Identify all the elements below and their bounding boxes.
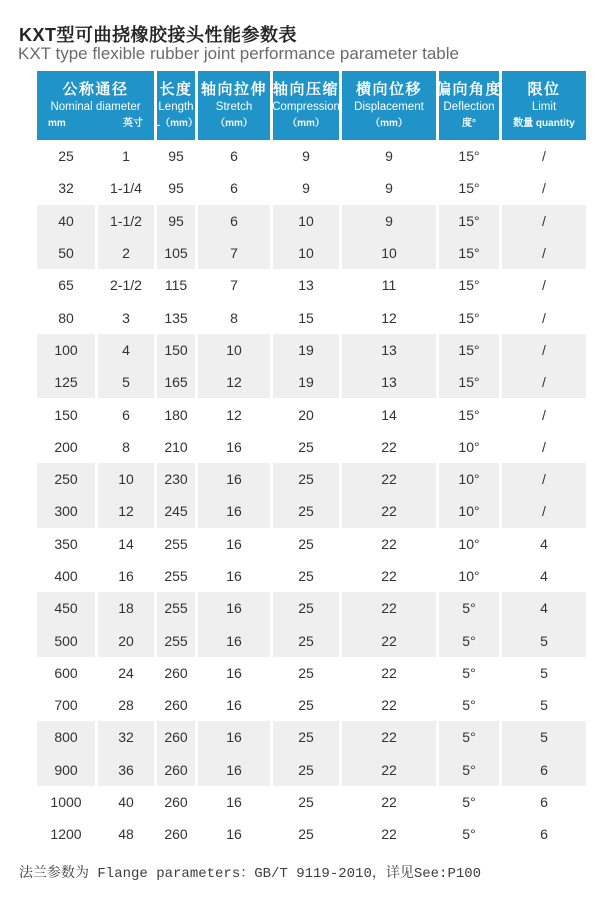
table-cell: 4 <box>502 528 586 560</box>
table-cell: 16 <box>198 721 270 753</box>
table-row <box>37 624 587 656</box>
table-cell: 260 <box>157 689 195 721</box>
table-cell: 5 <box>502 657 586 689</box>
table-cell: 260 <box>157 754 195 786</box>
table-cell: 22 <box>342 560 436 592</box>
table-cell: 19 <box>273 334 339 366</box>
header-zh: 限位 <box>527 81 561 99</box>
table-row <box>37 560 587 592</box>
table-cell: 3 <box>98 301 154 333</box>
header-zh: 轴向压缩 <box>273 81 340 99</box>
table-row <box>37 301 587 333</box>
table-cell: 25 <box>273 463 339 495</box>
table-cell: 100 <box>37 334 95 366</box>
table-row <box>37 592 587 624</box>
table-cell: 14 <box>342 398 436 430</box>
table-cell: 16 <box>198 592 270 624</box>
table-cell: 40 <box>98 786 154 818</box>
table-cell: 1-1/2 <box>98 205 154 237</box>
header-cell-deflection <box>436 71 503 140</box>
table-cell: 5° <box>439 818 499 850</box>
table-cell: 10 <box>273 205 339 237</box>
table-row <box>37 172 587 204</box>
header-unit: 数量 quantity <box>513 117 575 129</box>
table-cell: / <box>502 431 586 463</box>
table-cell: / <box>502 463 586 495</box>
table-cell: 260 <box>157 786 195 818</box>
header-zh: 轴向拉伸 <box>200 81 267 99</box>
table-row <box>37 495 587 527</box>
table-cell: 400 <box>37 560 95 592</box>
table-row <box>37 689 587 721</box>
table-cell: 14 <box>98 528 154 560</box>
table-cell: 22 <box>342 754 436 786</box>
header-zh: 公称通径 <box>62 81 129 99</box>
table-cell: 15° <box>439 140 499 172</box>
table-cell: 25 <box>273 818 339 850</box>
table-cell: 16 <box>198 818 270 850</box>
table-row <box>37 205 587 237</box>
table-cell: 10 <box>273 237 339 269</box>
table-cell: 10 <box>98 463 154 495</box>
table-row <box>37 657 587 689</box>
table-row <box>37 366 587 398</box>
table-cell: 4 <box>98 334 154 366</box>
table-cell: 16 <box>198 657 270 689</box>
table-cell: 6 <box>198 172 270 204</box>
table-cell: 9 <box>342 140 436 172</box>
table-cell: 105 <box>157 237 195 269</box>
table-cell: / <box>502 301 586 333</box>
table-cell: 25 <box>273 624 339 656</box>
table-cell: 16 <box>198 786 270 818</box>
table-cell: 15° <box>439 172 499 204</box>
table-cell: 10 <box>198 334 270 366</box>
table-row <box>37 528 587 560</box>
table-cell: 15° <box>439 237 499 269</box>
table-cell: 2-1/2 <box>98 269 154 301</box>
table-cell: 5° <box>439 786 499 818</box>
table-cell: / <box>502 495 586 527</box>
header-en: Stretch <box>215 101 253 114</box>
table-cell: 16 <box>198 624 270 656</box>
table-cell: 15° <box>439 334 499 366</box>
table-cell: 25 <box>37 140 95 172</box>
table-cell: 250 <box>37 463 95 495</box>
table-cell: 5° <box>439 689 499 721</box>
table-cell: 210 <box>157 431 195 463</box>
table-cell: / <box>502 172 586 204</box>
table-cell: 22 <box>342 689 436 721</box>
table-cell: 800 <box>37 721 95 753</box>
header-zh: 长度 <box>159 81 193 99</box>
table-cell: 25 <box>273 786 339 818</box>
table-cell: 10° <box>439 495 499 527</box>
table-row <box>37 754 587 786</box>
table-cell: 5° <box>439 592 499 624</box>
header-en: Limit <box>531 101 557 114</box>
table-cell: 13 <box>273 269 339 301</box>
header-unit: L（mm） <box>154 117 198 129</box>
table-cell: 22 <box>342 463 436 495</box>
table-cell: 19 <box>273 366 339 398</box>
table-cell: 12 <box>342 301 436 333</box>
table-cell: 135 <box>157 301 195 333</box>
header-cell-length <box>154 71 198 140</box>
table-cell: 15° <box>439 269 499 301</box>
table-cell: 255 <box>157 592 195 624</box>
table-cell: 260 <box>157 721 195 753</box>
table-cell: 5° <box>439 721 499 753</box>
table-cell: 25 <box>273 657 339 689</box>
table-cell: 12 <box>198 398 270 430</box>
header-unit-inch: 英寸 <box>123 117 143 129</box>
table-cell: 10° <box>439 431 499 463</box>
header-cell-limit <box>502 71 586 140</box>
table-cell: 10° <box>439 463 499 495</box>
table-cell: 18 <box>98 592 154 624</box>
table-cell: 350 <box>37 528 95 560</box>
table-cell: 5° <box>439 624 499 656</box>
table-cell: 16 <box>198 463 270 495</box>
header-en: Deflection <box>443 101 495 114</box>
table-cell: 13 <box>342 366 436 398</box>
table-cell: 25 <box>273 592 339 624</box>
table-cell: 25 <box>273 721 339 753</box>
table-cell: 150 <box>37 398 95 430</box>
parameters-table <box>37 71 587 851</box>
table-cell: 600 <box>37 657 95 689</box>
table-cell: 16 <box>198 495 270 527</box>
table-cell: 5 <box>98 366 154 398</box>
table-cell: 165 <box>157 366 195 398</box>
table-cell: 6 <box>198 205 270 237</box>
table-cell: 2 <box>98 237 154 269</box>
table-cell: 15° <box>439 301 499 333</box>
table-cell: 11 <box>342 269 436 301</box>
table-cell: 40 <box>37 205 95 237</box>
table-cell: 1000 <box>37 786 95 818</box>
table-cell: 255 <box>157 528 195 560</box>
table-cell: 22 <box>342 495 436 527</box>
table-cell: 5 <box>502 721 586 753</box>
table-cell: 4 <box>502 560 586 592</box>
table-cell: 6 <box>502 786 586 818</box>
table-cell: 4 <box>502 592 586 624</box>
page-subtitle: KXT type flexible rubber joint performance parameter table <box>18 44 459 63</box>
table-cell: 22 <box>342 818 436 850</box>
table-row <box>37 431 587 463</box>
table-cell: 180 <box>157 398 195 430</box>
table-cell: / <box>502 205 586 237</box>
table-cell: 95 <box>157 140 195 172</box>
table-cell: 1200 <box>37 818 95 850</box>
table-cell: 15° <box>439 366 499 398</box>
header-unit: （mm） <box>215 117 253 129</box>
table-cell: 25 <box>273 754 339 786</box>
table-cell: 15 <box>273 301 339 333</box>
table-cell: 22 <box>342 624 436 656</box>
table-cell: 65 <box>37 269 95 301</box>
table-row <box>37 721 587 753</box>
header-cell-compression <box>273 71 339 140</box>
table-cell: 8 <box>98 431 154 463</box>
table-cell: 260 <box>157 657 195 689</box>
table-cell: 5° <box>439 754 499 786</box>
table-cell: 255 <box>157 560 195 592</box>
header-unit: （mm） <box>287 117 325 129</box>
header-en: Nominal diameter <box>50 101 141 114</box>
table-cell: 9 <box>273 140 339 172</box>
table-row <box>37 269 587 301</box>
table-cell: / <box>502 398 586 430</box>
header-cell-nominal-diameter <box>37 71 154 140</box>
table-cell: 22 <box>342 592 436 624</box>
table-row <box>37 140 587 172</box>
table-cell: 700 <box>37 689 95 721</box>
table-row <box>37 237 587 269</box>
table-cell: 12 <box>98 495 154 527</box>
header-en: Length <box>158 101 194 114</box>
table-cell: 260 <box>157 818 195 850</box>
table-cell: 10° <box>439 560 499 592</box>
table-cell: 115 <box>157 269 195 301</box>
table-cell: 8 <box>198 301 270 333</box>
table-cell: 22 <box>342 528 436 560</box>
header-unit-mm: mm <box>48 117 66 129</box>
table-cell: 1 <box>98 140 154 172</box>
table-cell: 6 <box>198 140 270 172</box>
table-row <box>37 398 587 430</box>
table-cell: 10 <box>342 237 436 269</box>
table-cell: 25 <box>273 689 339 721</box>
header-unit: 度° <box>462 117 476 129</box>
table-cell: 95 <box>157 205 195 237</box>
table-cell: 6 <box>502 754 586 786</box>
table-cell: 50 <box>37 237 95 269</box>
table-cell: 1-1/4 <box>98 172 154 204</box>
table-row <box>37 818 587 850</box>
header-cell-displacement <box>342 71 436 140</box>
table-cell: 25 <box>273 560 339 592</box>
table-cell: 5 <box>502 624 586 656</box>
table-cell: 48 <box>98 818 154 850</box>
header-zh: 横向位移 <box>355 81 422 99</box>
table-cell: 7 <box>198 237 270 269</box>
table-cell: 6 <box>502 818 586 850</box>
table-cell: 25 <box>273 495 339 527</box>
table-cell: 16 <box>98 560 154 592</box>
table-cell: / <box>502 334 586 366</box>
table-body <box>37 140 587 851</box>
table-cell: 245 <box>157 495 195 527</box>
table-cell: 12 <box>198 366 270 398</box>
table-cell: 7 <box>198 269 270 301</box>
table-cell: 230 <box>157 463 195 495</box>
table-cell: 5 <box>502 689 586 721</box>
table-cell: 15° <box>439 398 499 430</box>
table-cell: 22 <box>342 786 436 818</box>
table-cell: / <box>502 269 586 301</box>
header-units <box>37 119 154 129</box>
table-cell: / <box>502 140 586 172</box>
table-cell: 22 <box>342 431 436 463</box>
table-cell: 25 <box>273 431 339 463</box>
table-header-row <box>37 71 587 140</box>
table-cell: 25 <box>273 528 339 560</box>
table-row <box>37 334 587 366</box>
table-cell: 16 <box>198 689 270 721</box>
table-cell: 500 <box>37 624 95 656</box>
header-cell-stretch <box>198 71 270 140</box>
table-cell: 24 <box>98 657 154 689</box>
table-cell: 300 <box>37 495 95 527</box>
table-cell: 9 <box>342 172 436 204</box>
header-unit: （mm） <box>370 117 408 129</box>
table-cell: 32 <box>98 721 154 753</box>
flange-footnote: 法兰参数为 Flange parameters：GB/T 9119-2010，详见See:P100 <box>19 866 482 882</box>
table-cell: 16 <box>198 431 270 463</box>
table-cell: 125 <box>37 366 95 398</box>
table-row <box>37 463 587 495</box>
table-cell: 450 <box>37 592 95 624</box>
table-cell: 22 <box>342 657 436 689</box>
table-cell: 255 <box>157 624 195 656</box>
table-cell: 10° <box>439 528 499 560</box>
table-cell: 22 <box>342 721 436 753</box>
table-cell: 6 <box>98 398 154 430</box>
table-cell: 20 <box>273 398 339 430</box>
table-cell: 80 <box>37 301 95 333</box>
table-cell: 16 <box>198 528 270 560</box>
table-cell: / <box>502 237 586 269</box>
table-cell: 15° <box>439 205 499 237</box>
table-cell: 900 <box>37 754 95 786</box>
table-cell: 5° <box>439 657 499 689</box>
table-cell: 28 <box>98 689 154 721</box>
table-cell: 16 <box>198 560 270 592</box>
table-cell: 150 <box>157 334 195 366</box>
table-cell: 36 <box>98 754 154 786</box>
page-title: KXT型可曲挠橡胶接头性能参数表 <box>19 25 297 45</box>
table-cell: 9 <box>273 172 339 204</box>
table-cell: 9 <box>342 205 436 237</box>
table-cell: 200 <box>37 431 95 463</box>
table-cell: 32 <box>37 172 95 204</box>
header-en: Compression <box>272 101 340 114</box>
table-row <box>37 786 587 818</box>
table-cell: 20 <box>98 624 154 656</box>
table-cell: 16 <box>198 754 270 786</box>
header-en: Displacement <box>354 101 424 114</box>
header-zh: 偏向角度 <box>436 81 503 99</box>
table-cell: 13 <box>342 334 436 366</box>
table-cell: 95 <box>157 172 195 204</box>
table-cell: / <box>502 366 586 398</box>
